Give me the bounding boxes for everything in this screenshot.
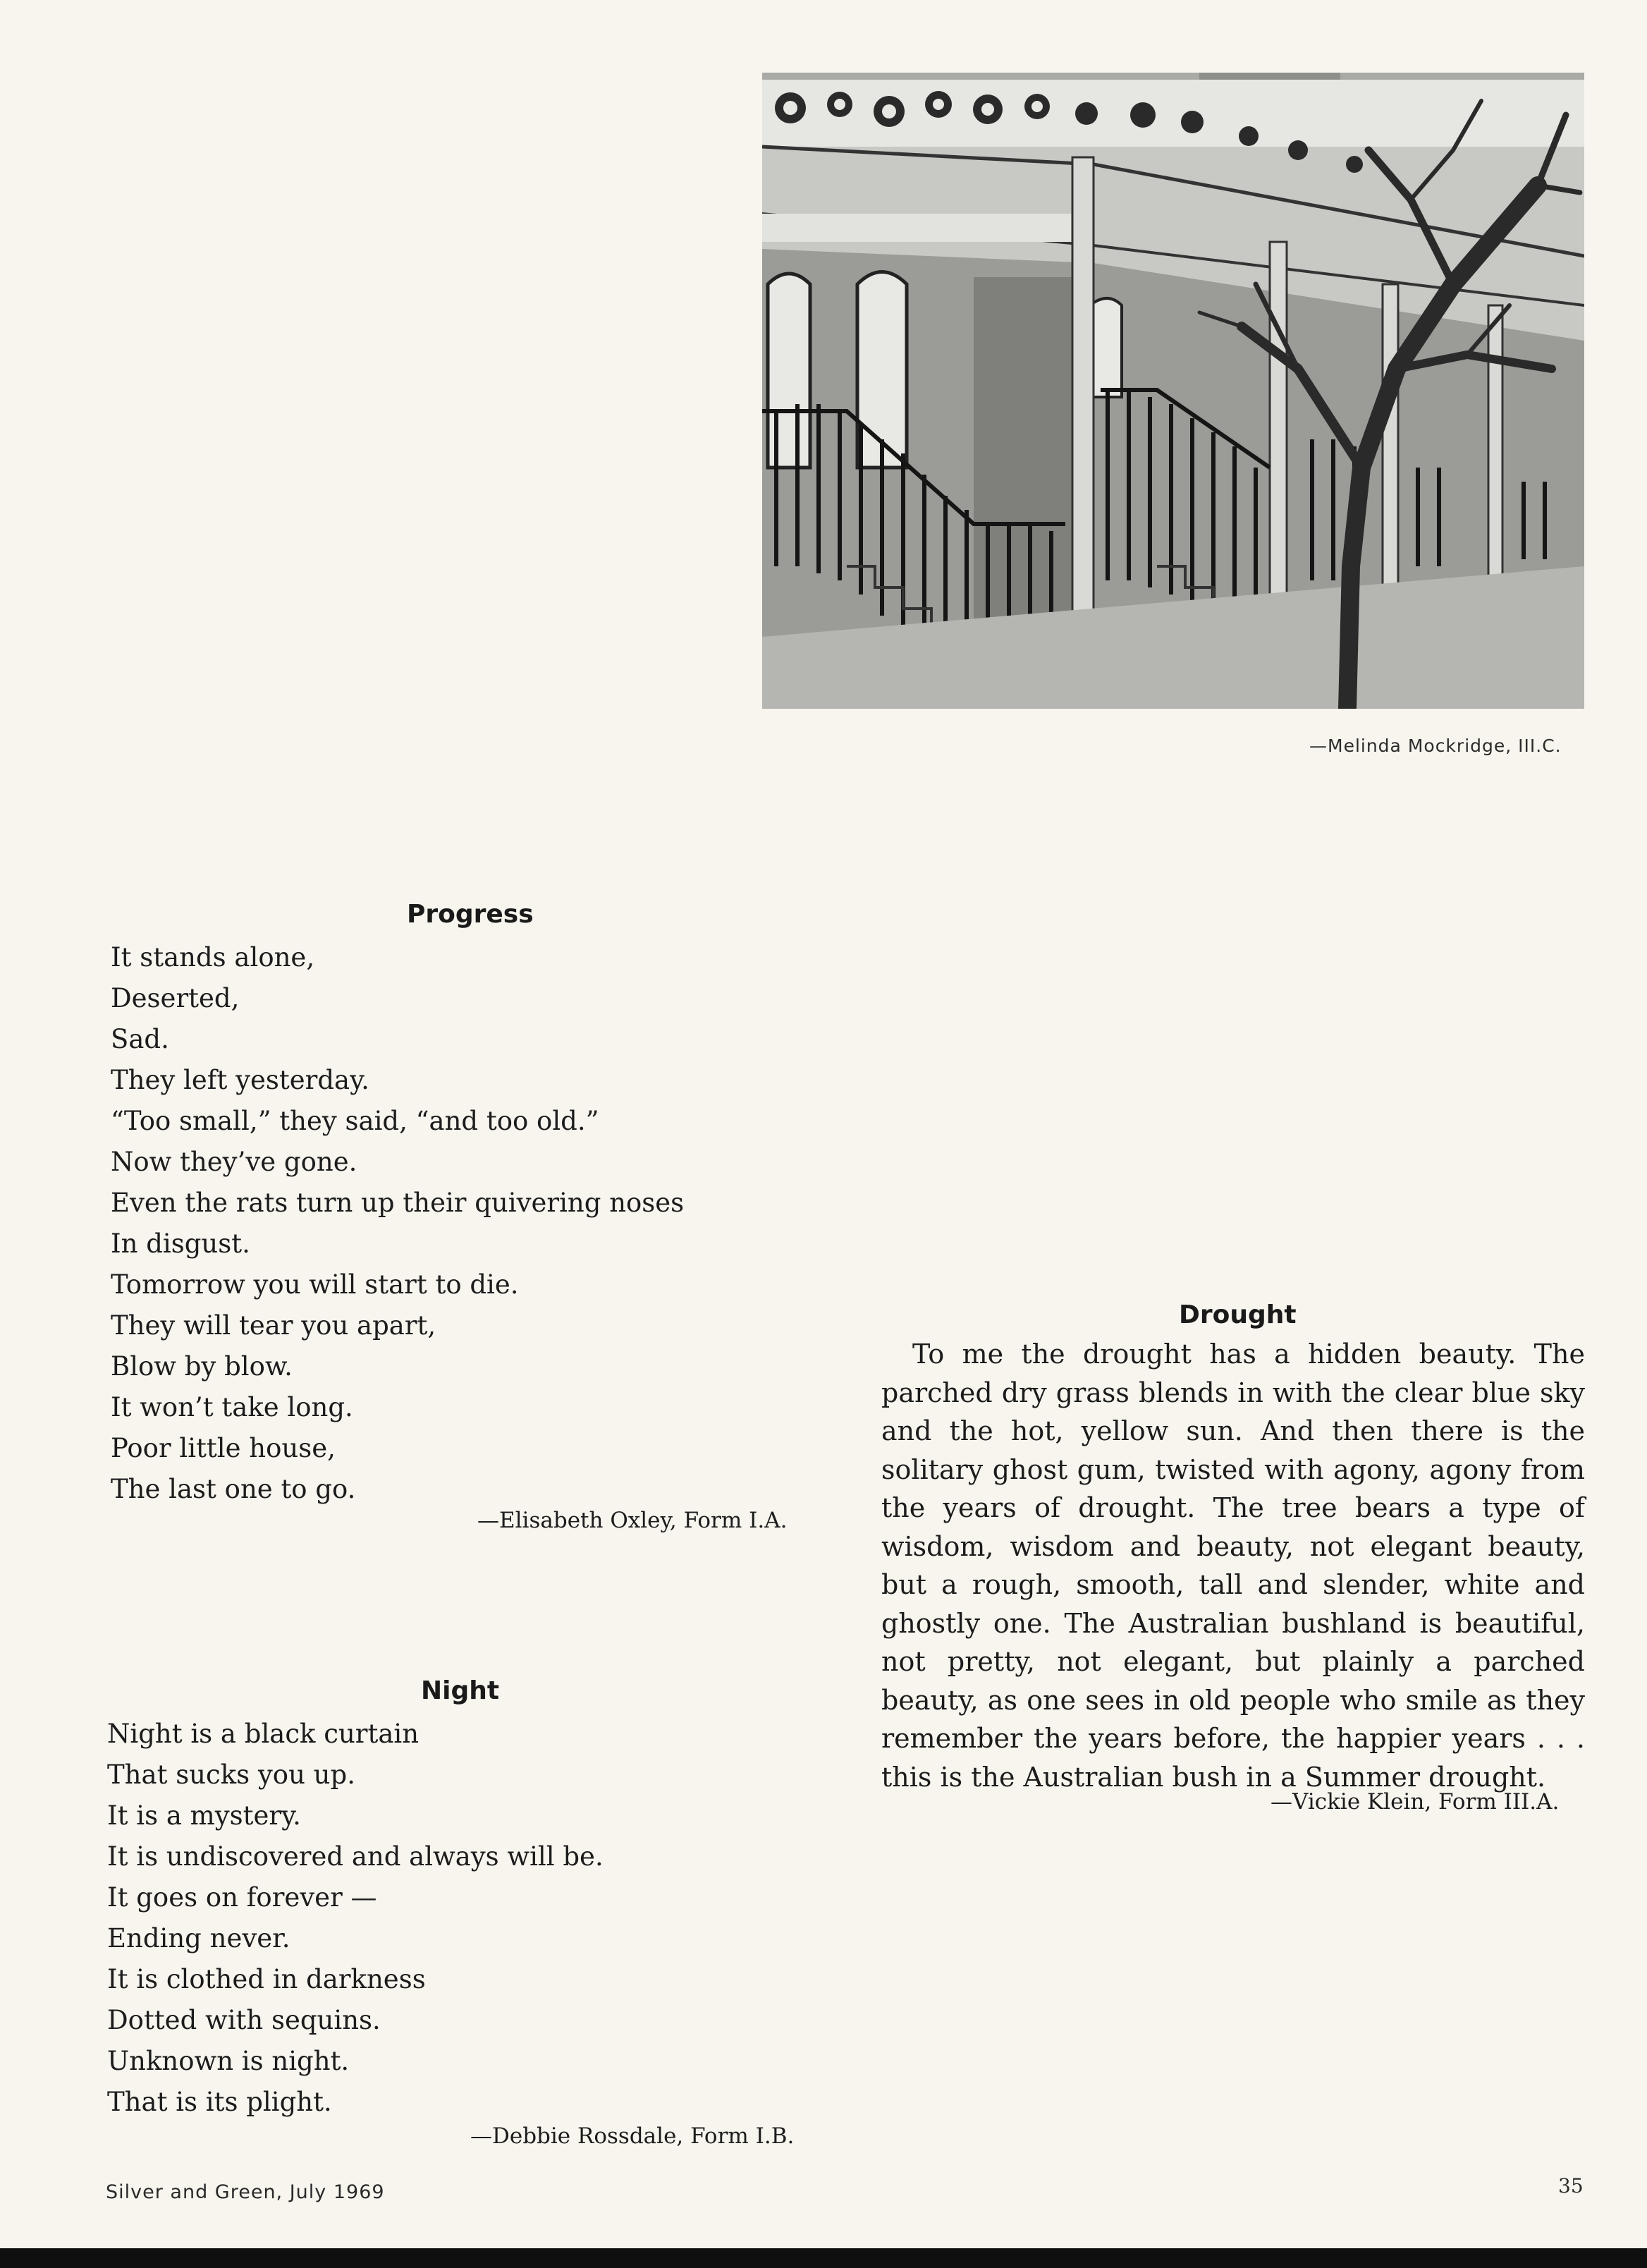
footer-publication: Silver and Green, July 1969 [106,2181,385,2203]
poem-line: Unknown is night. [107,2046,350,2076]
poem-line: Even the rats turn up their quivering noses [111,1188,685,1218]
poem-byline-night: —Debbie Rossdale, Form I.B. [470,2123,795,2149]
poem-line: Deserted, [111,983,240,1013]
poem-line: The last one to go. [111,1474,356,1504]
poem-line: They will tear you apart, [111,1310,436,1341]
illustration-credit: —Melinda Mockridge, III.C. [1309,736,1562,756]
page-number: 35 [1558,2174,1584,2197]
poem-line: It is a mystery. [107,1800,301,1831]
poem-line: It is clothed in darkness [107,1964,426,1994]
poem-line: It stands alone, [111,942,315,973]
poem-title-night: Night [421,1676,500,1705]
poem-line: They left yesterday. [111,1065,369,1095]
poem-line: Now they’ve gone. [111,1147,357,1177]
poem-line: “Too small,” they said, “and too old.” [111,1106,599,1136]
prose-title-drought: Drought [1179,1300,1297,1329]
scan-edge [0,2248,1647,2268]
prose-byline-drought: —Vickie Klein, Form III.A. [1271,1789,1560,1815]
poem-line: Blow by blow. [111,1351,293,1382]
poem-line: Dotted with sequins. [107,2005,381,2035]
poem-line: Night is a black curtain [107,1719,420,1749]
poem-line: That is its plight. [107,2087,332,2117]
illustration-terrace-houses [762,73,1584,709]
poem-line: Poor little house, [111,1433,336,1463]
poem-progress [111,937,684,1510]
poem-line: It won’t take long. [111,1392,353,1422]
poem-line: Sad. [111,1024,169,1054]
poem-line: It is undiscovered and always will be. [107,1841,604,1872]
poem-line: In disgust. [111,1228,250,1259]
poem-line: That sucks you up. [107,1760,355,1790]
poem-line: It goes on forever — [107,1882,377,1913]
terrace-drawing [762,73,1584,709]
poem-title-progress: Progress [407,900,534,929]
poem-line: Ending never. [107,1923,290,1953]
prose-drought: To me the drought has a hidden beauty. The parched dry grass blends in with the clear blue sky and the hot, yellow sun. And then there is the solitary ghost gum, twisted with agony, agony from the years of drought. The tree bears a type of wisdom, wisdom and beauty, not elegant beauty, but a rough, smooth, tall and slender, white and ghostly one. The Australian bushland is beautiful, not pretty, not elegant, but plainly a parched beauty, as one sees in old people who smile as they remember the years before, the happier years . . . this is the Australian bush in a Summer drought. [881,1339,1585,1793]
poem-line: Tomorrow you will start to die. [111,1269,519,1300]
poem-byline-progress: —Elisabeth Oxley, Form I.A. [477,1508,788,1533]
poem-night [107,1714,604,2123]
